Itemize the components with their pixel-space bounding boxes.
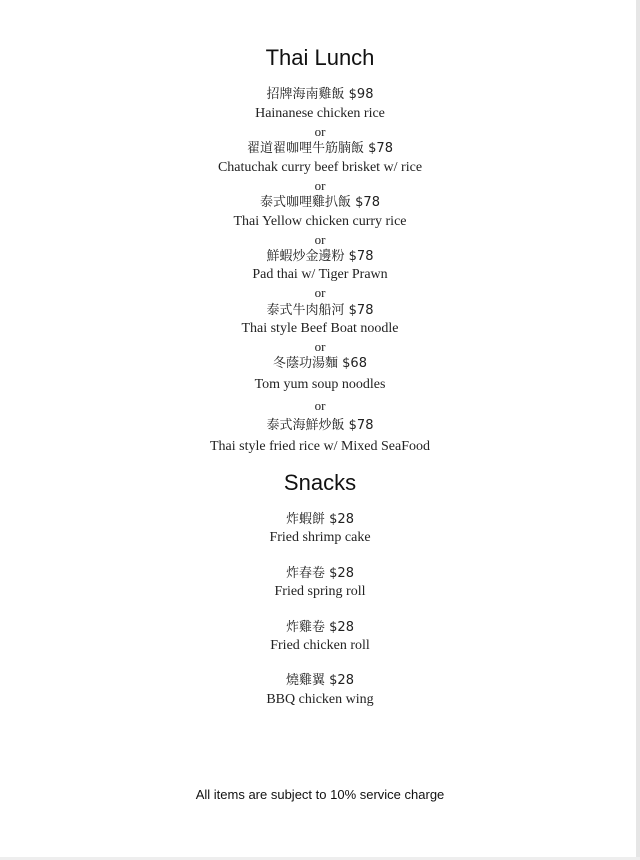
snack-item-2-en: Fried spring roll [274,584,366,599]
lunch-item-2-en: Chatuchak curry beef brisket w/ rice [217,160,423,175]
lunch-or-5: or [314,339,326,354]
snack-item-2-zh: 炸春卷 $28 [286,566,354,581]
lunch-item-4-en: Pad thai w/ Tiger Prawn [252,267,388,282]
lunch-item-2-zh: 翟道翟咖哩牛筋腩飯 $78 [247,141,393,156]
lunch-item-3-en: Thai Yellow chicken curry rice [233,214,407,229]
lunch-or-4: or [314,285,326,300]
snack-item-4-en: BBQ chicken wing [266,692,374,707]
snacks-title: Snacks [283,470,357,495]
lunch-item-5-en: Thai style Beef Boat noodle [241,321,399,336]
lunch-item-7-zh: 泰式海鮮炒飯 $78 [266,418,374,433]
lunch-item-5-zh: 泰式牛肉船河 $78 [266,303,374,318]
lunch-or-3: or [314,232,326,247]
lunch-or-2: or [314,178,326,193]
lunch-item-1-zh: 招牌海南雞飯 $98 [266,87,374,102]
snack-item-1-en: Fried shrimp cake [269,530,371,545]
snack-item-1-zh: 炸蝦餅 $28 [286,512,354,527]
snack-item-3-en: Fried chicken roll [270,638,370,653]
lunch-item-6-en: Tom yum soup noodles [254,377,386,392]
lunch-or-1: or [314,124,326,139]
snack-item-3-zh: 炸雞卷 $28 [286,620,354,635]
lunch-title: Thai Lunch [265,45,375,70]
lunch-item-7-en: Thai style fried rice w/ Mixed SeaFood [209,439,431,454]
lunch-item-1-en: Hainanese chicken rice [255,106,385,121]
lunch-item-4-zh: 鮮蝦炒金邊粉 $78 [266,249,374,264]
lunch-item-3-zh: 泰式咖哩雞扒飯 $78 [260,195,380,210]
lunch-item-6-zh: 冬蔭功湯麵 $68 [273,356,367,371]
lunch-or-6: or [314,398,326,413]
snack-item-4-zh: 燒雞翼 $28 [286,673,354,688]
service-charge-note: All items are subject to 10% service charge [195,787,445,802]
